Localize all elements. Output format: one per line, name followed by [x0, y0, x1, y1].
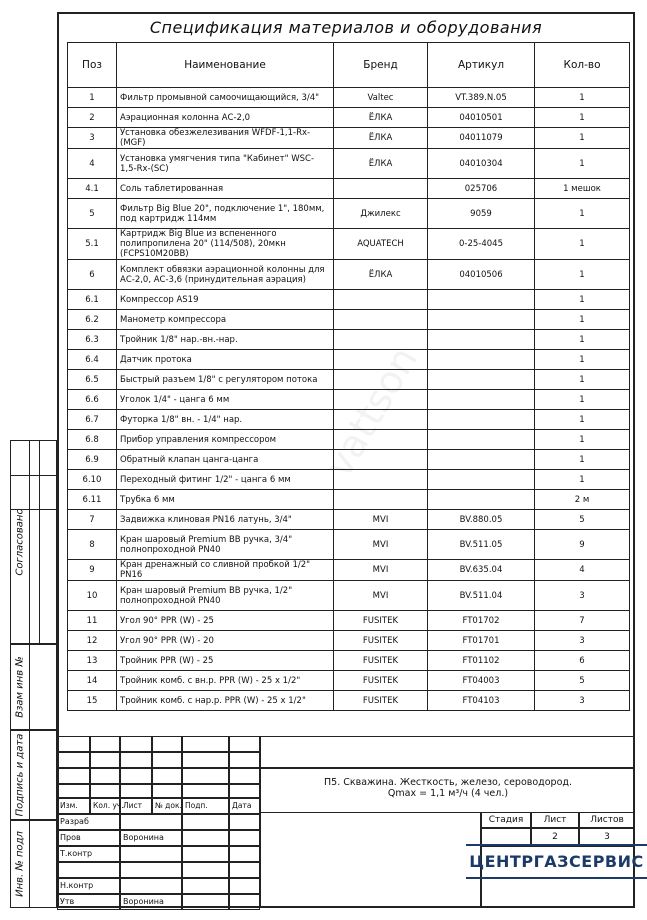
sheets-label: Листов: [579, 812, 635, 828]
cell-pos: 10: [68, 581, 117, 611]
cell-name: Тройник 1/8" нар.-вн.-нар.: [117, 330, 334, 350]
title-block-cell: [90, 752, 120, 768]
title-block-name-area: [260, 812, 481, 908]
watermark: vattson: [316, 339, 427, 485]
title-block-cell: [57, 736, 90, 752]
side-block-sign-date: [10, 730, 57, 820]
cell-name: Фильтр Big Blue 20", подключение 1", 180мм, под картридж 114мм: [117, 199, 334, 229]
table-row: [68, 410, 630, 430]
cell-pos: 8: [68, 530, 117, 560]
role-name: [120, 862, 182, 878]
cell-qty: 1: [535, 260, 630, 290]
role-label: Пров: [57, 830, 120, 846]
cell-pos: 6.11: [68, 490, 117, 510]
sheet-label: Лист: [531, 812, 579, 828]
table-row: [68, 490, 630, 510]
cell-pos: 6.3: [68, 330, 117, 350]
cell-name: Уголок 1/4" - цанга 6 мм: [117, 390, 334, 410]
title-block-cell: [229, 752, 260, 768]
cell-name: Прибор управления компрессором: [117, 430, 334, 450]
title-block-cell: [57, 752, 90, 768]
cell-qty: 3: [535, 631, 630, 651]
cell-article: 9059: [428, 199, 535, 229]
side-label-inv-orig: Инв. № подл: [14, 831, 26, 897]
table-row: [68, 581, 630, 611]
cell-name: Тройник комб. с вн.р. PPR (W) - 25 x 1/2": [117, 671, 334, 691]
table-header-row: [68, 43, 630, 88]
cell-article: 025706: [428, 179, 535, 199]
role-signature: [182, 830, 229, 846]
role-label: [57, 862, 120, 878]
cell-qty: 1: [535, 450, 630, 470]
title-block-cell: [90, 768, 120, 784]
cell-pos: 5.1: [68, 229, 117, 260]
cell-pos: 7: [68, 510, 117, 530]
cell-pos: 4.1: [68, 179, 117, 199]
cell-article: [428, 330, 535, 350]
cell-name: Установка умягчения типа "Кабинет" WSC-1,5-Rx-(SC): [117, 149, 334, 179]
cell-name: Трубка 6 мм: [117, 490, 334, 510]
cell-pos: 2: [68, 108, 117, 128]
cell-brand: [334, 410, 428, 430]
title-block-cell: [182, 752, 229, 768]
role-signature: [182, 878, 229, 894]
table-row: [68, 260, 630, 290]
title-block-cell: [152, 784, 182, 798]
cell-brand: ЁЛКА: [334, 149, 428, 179]
cell-pos: 9: [68, 560, 117, 581]
cell-article: BV.880.05: [428, 510, 535, 530]
cell-qty: 1: [535, 149, 630, 179]
table-row: [68, 390, 630, 410]
cell-name: Соль таблетированная: [117, 179, 334, 199]
role-signature: [182, 894, 229, 910]
stage-label: Стадия: [481, 812, 531, 828]
title-block-cell: [152, 736, 182, 752]
cell-article: BV.635.04: [428, 560, 535, 581]
cell-brand: ЁЛКА: [334, 260, 428, 290]
title-block-header: Дата: [229, 798, 260, 814]
cell-pos: 15: [68, 691, 117, 711]
cell-article: [428, 370, 535, 390]
cell-name: Быстрый разъем 1/8" с регулятором потока: [117, 370, 334, 390]
cell-qty: 6: [535, 651, 630, 671]
cell-name: Аэрационная колонна АС-2,0: [117, 108, 334, 128]
cell-qty: 3: [535, 581, 630, 611]
role-signature: [182, 814, 229, 830]
cell-brand: MVI: [334, 581, 428, 611]
cell-article: 04010506: [428, 260, 535, 290]
cell-brand: [334, 370, 428, 390]
cell-name: Задвижка клиновая PN16 латунь, 3/4": [117, 510, 334, 530]
cell-article: 04011079: [428, 128, 535, 149]
title-block-cell: [229, 768, 260, 784]
col-header-brand: Бренд: [334, 43, 428, 88]
cell-qty: 1: [535, 390, 630, 410]
cell-pos: 4: [68, 149, 117, 179]
table-row: [68, 290, 630, 310]
cell-name: Угол 90° PPR (W) - 20: [117, 631, 334, 651]
role-date: [229, 894, 260, 910]
role-signature: [182, 862, 229, 878]
cell-article: [428, 450, 535, 470]
table-row: [68, 530, 630, 560]
title-block-cell: [120, 752, 152, 768]
cell-pos: 6.5: [68, 370, 117, 390]
cell-qty: 5: [535, 671, 630, 691]
company-logo: [469, 832, 644, 890]
cell-name: Комплект обвязки аэрационной колонны для АС-2,0, АС-3,6 (принудительная аэрация): [117, 260, 334, 290]
title-block-cell: [120, 736, 152, 752]
cell-brand: ЁЛКА: [334, 108, 428, 128]
role-name: [120, 814, 182, 830]
cell-pos: 6.6: [68, 390, 117, 410]
cell-article: [428, 390, 535, 410]
cell-name: Обратный клапан цанга-цанга: [117, 450, 334, 470]
table-row: [68, 631, 630, 651]
cell-brand: MVI: [334, 560, 428, 581]
cell-qty: 1: [535, 128, 630, 149]
page-title: Спецификация материалов и оборудования: [149, 18, 543, 37]
table-row: [68, 330, 630, 350]
cell-name: Кран дренажный со сливной пробкой 1/2" PN16: [117, 560, 334, 581]
description-line-2: Qmax = 1,1 м³/ч (4 чел.): [387, 788, 509, 799]
cell-pos: 6.4: [68, 350, 117, 370]
cell-pos: 1: [68, 88, 117, 108]
title-block-cell: [229, 784, 260, 798]
cell-pos: 12: [68, 631, 117, 651]
cell-article: [428, 290, 535, 310]
cell-pos: 6.2: [68, 310, 117, 330]
title-block-cell: [182, 784, 229, 798]
table-row: [68, 450, 630, 470]
cell-article: [428, 490, 535, 510]
cell-brand: FUSITEK: [334, 691, 428, 711]
title-block-header: Подп.: [182, 798, 229, 814]
cell-pos: 6.9: [68, 450, 117, 470]
col-header-qty: Кол-во: [535, 43, 630, 88]
cell-name: Датчик протока: [117, 350, 334, 370]
sheet-value: 2: [531, 828, 579, 846]
cell-pos: 6.7: [68, 410, 117, 430]
table-row: [68, 179, 630, 199]
role-date: [229, 846, 260, 862]
side-block-inv-replace: [10, 644, 57, 730]
cell-name: Кран шаровый Premium ВВ ручка, 3/4" полнопроходной PN40: [117, 530, 334, 560]
title-block-description: [260, 768, 635, 812]
role-date: [229, 862, 260, 878]
cell-name: Компрессор AS19: [117, 290, 334, 310]
cell-article: 0-25-4045: [428, 229, 535, 260]
cell-brand: AQUATECH: [334, 229, 428, 260]
cell-qty: 5: [535, 510, 630, 530]
cell-article: [428, 310, 535, 330]
cell-qty: 4: [535, 560, 630, 581]
cell-pos: 5: [68, 199, 117, 229]
table-row: [68, 611, 630, 631]
cell-article: [428, 410, 535, 430]
cell-article: [428, 470, 535, 490]
cell-qty: 1: [535, 88, 630, 108]
cell-name: Тройник PPR (W) - 25: [117, 651, 334, 671]
cell-brand: [334, 330, 428, 350]
role-date: [229, 830, 260, 846]
cell-qty: 1: [535, 108, 630, 128]
title-block-top-right: [260, 736, 635, 768]
cell-qty: 1: [535, 229, 630, 260]
table-row: [68, 88, 630, 108]
cell-qty: 1: [535, 199, 630, 229]
table-row: [68, 350, 630, 370]
table-row: [68, 671, 630, 691]
col-header-pos: Поз: [68, 43, 117, 88]
title-block-header: Изм.: [57, 798, 90, 814]
title-block-cell: [182, 768, 229, 784]
cell-brand: FUSITEK: [334, 671, 428, 691]
cell-qty: 1: [535, 410, 630, 430]
cell-qty: 1 мешок: [535, 179, 630, 199]
table-row: [68, 229, 630, 260]
cell-name: Кран шаровый Premium ВВ ручка, 1/2" полнопроходной PN40: [117, 581, 334, 611]
role-label: Утв: [57, 894, 120, 910]
cell-brand: [334, 470, 428, 490]
cell-pos: 6.1: [68, 290, 117, 310]
cell-name: Угол 90° PPR (W) - 25: [117, 611, 334, 631]
table-row: [68, 430, 630, 450]
title-block-cell: [90, 784, 120, 798]
side-block-agreed: [10, 440, 57, 644]
table-row: [68, 199, 630, 229]
cell-brand: [334, 390, 428, 410]
table-row: [68, 510, 630, 530]
title-block-cell: [120, 784, 152, 798]
title-block-header: Кол. уч.: [90, 798, 120, 814]
table-row: [68, 128, 630, 149]
table-row: [68, 470, 630, 490]
cell-pos: 11: [68, 611, 117, 631]
cell-pos: 6.10: [68, 470, 117, 490]
title-block-cell: [57, 768, 90, 784]
cell-qty: 1: [535, 330, 630, 350]
table-row: [68, 310, 630, 330]
role-label: Н.контр: [57, 878, 120, 894]
role-date: [229, 814, 260, 830]
title-block-cell: [229, 736, 260, 752]
company-logo-text: ЦЕНТРГАЗСЕРВИС: [466, 844, 646, 879]
title-block-cell: [152, 768, 182, 784]
side-label-inv-replace: Взам инв №: [14, 656, 26, 718]
cell-pos: 3: [68, 128, 117, 149]
role-name: [120, 846, 182, 862]
cell-brand: [334, 430, 428, 450]
title-block-cell: [182, 736, 229, 752]
cell-qty: 1: [535, 470, 630, 490]
cell-name: Футорка 1/8" вн. - 1/4" нар.: [117, 410, 334, 430]
cell-brand: [334, 310, 428, 330]
title-block-header: № док.: [152, 798, 182, 814]
cell-name: Манометр компрессора: [117, 310, 334, 330]
cell-brand: [334, 450, 428, 470]
role-label: Разраб: [57, 814, 120, 830]
table-row: [68, 108, 630, 128]
cell-article: 04010304: [428, 149, 535, 179]
cell-qty: 1: [535, 370, 630, 390]
cell-name: Установка обезжелезивания WFDF-1,1-Rx-(MGF): [117, 128, 334, 149]
title-block-header: Лист: [120, 798, 152, 814]
cell-brand: ЁЛКА: [334, 128, 428, 149]
cell-qty: 1: [535, 290, 630, 310]
cell-qty: 9: [535, 530, 630, 560]
cell-article: FT04103: [428, 691, 535, 711]
role-label: Т.контр: [57, 846, 120, 862]
cell-article: FT04003: [428, 671, 535, 691]
role-signature: [182, 846, 229, 862]
cell-article: [428, 350, 535, 370]
table-row: [68, 651, 630, 671]
cell-qty: 2 м: [535, 490, 630, 510]
role-date: [229, 878, 260, 894]
side-label-agreed: Согласовано: [14, 508, 26, 576]
cell-article: BV.511.05: [428, 530, 535, 560]
side-block-inv-orig: [10, 820, 57, 908]
role-name: Воронина: [120, 894, 182, 910]
cell-qty: 7: [535, 611, 630, 631]
cell-brand: MVI: [334, 510, 428, 530]
title-block-cell: [152, 752, 182, 768]
role-name: Воронина: [120, 830, 182, 846]
cell-article: 04010501: [428, 108, 535, 128]
cell-article: FT01701: [428, 631, 535, 651]
title-block-cell: [120, 768, 152, 784]
cell-brand: [334, 490, 428, 510]
table-row: [68, 149, 630, 179]
cell-brand: FUSITEK: [334, 631, 428, 651]
cell-article: FT01102: [428, 651, 535, 671]
role-name: [120, 878, 182, 894]
title-block-cell: [57, 784, 90, 798]
cell-article: VT.389.N.05: [428, 88, 535, 108]
col-header-name: Наименование: [117, 43, 334, 88]
cell-brand: MVI: [334, 530, 428, 560]
title-block-cell: [90, 736, 120, 752]
cell-article: [428, 430, 535, 450]
col-header-article: Артикул: [428, 43, 535, 88]
cell-qty: 1: [535, 350, 630, 370]
description-line-1: П5. Скважина. Жесткость, железо, сероводород.: [324, 777, 572, 788]
cell-brand: FUSITEK: [334, 611, 428, 631]
cell-brand: [334, 290, 428, 310]
cell-brand: [334, 350, 428, 370]
table-row: [68, 370, 630, 390]
cell-name: Тройник комб. с нар.р. PPR (W) - 25 x 1/2": [117, 691, 334, 711]
table-row: [68, 560, 630, 581]
cell-name: Переходный фитинг 1/2" - цанга 6 мм: [117, 470, 334, 490]
table-row: [68, 691, 630, 711]
cell-name: Фильтр промывной самоочищающийся, 3/4": [117, 88, 334, 108]
cell-pos: 6: [68, 260, 117, 290]
cell-qty: 1: [535, 310, 630, 330]
spec-table: [67, 42, 630, 711]
side-label-sign-date: Подпись и дата: [14, 733, 26, 817]
cell-pos: 6.8: [68, 430, 117, 450]
cell-name: Картридж Big Blue из вспененного полипропилена 20" (114/508), 20мкн (FCPS10M20BB): [117, 229, 334, 260]
sheets-value: 3: [579, 828, 635, 846]
cell-article: BV.511.04: [428, 581, 535, 611]
cell-pos: 14: [68, 671, 117, 691]
cell-article: FT01702: [428, 611, 535, 631]
cell-brand: Джилекс: [334, 199, 428, 229]
cell-qty: 1: [535, 430, 630, 450]
cell-brand: FUSITEK: [334, 651, 428, 671]
cell-qty: 3: [535, 691, 630, 711]
cell-brand: [334, 179, 428, 199]
cell-brand: Valtec: [334, 88, 428, 108]
cell-pos: 13: [68, 651, 117, 671]
